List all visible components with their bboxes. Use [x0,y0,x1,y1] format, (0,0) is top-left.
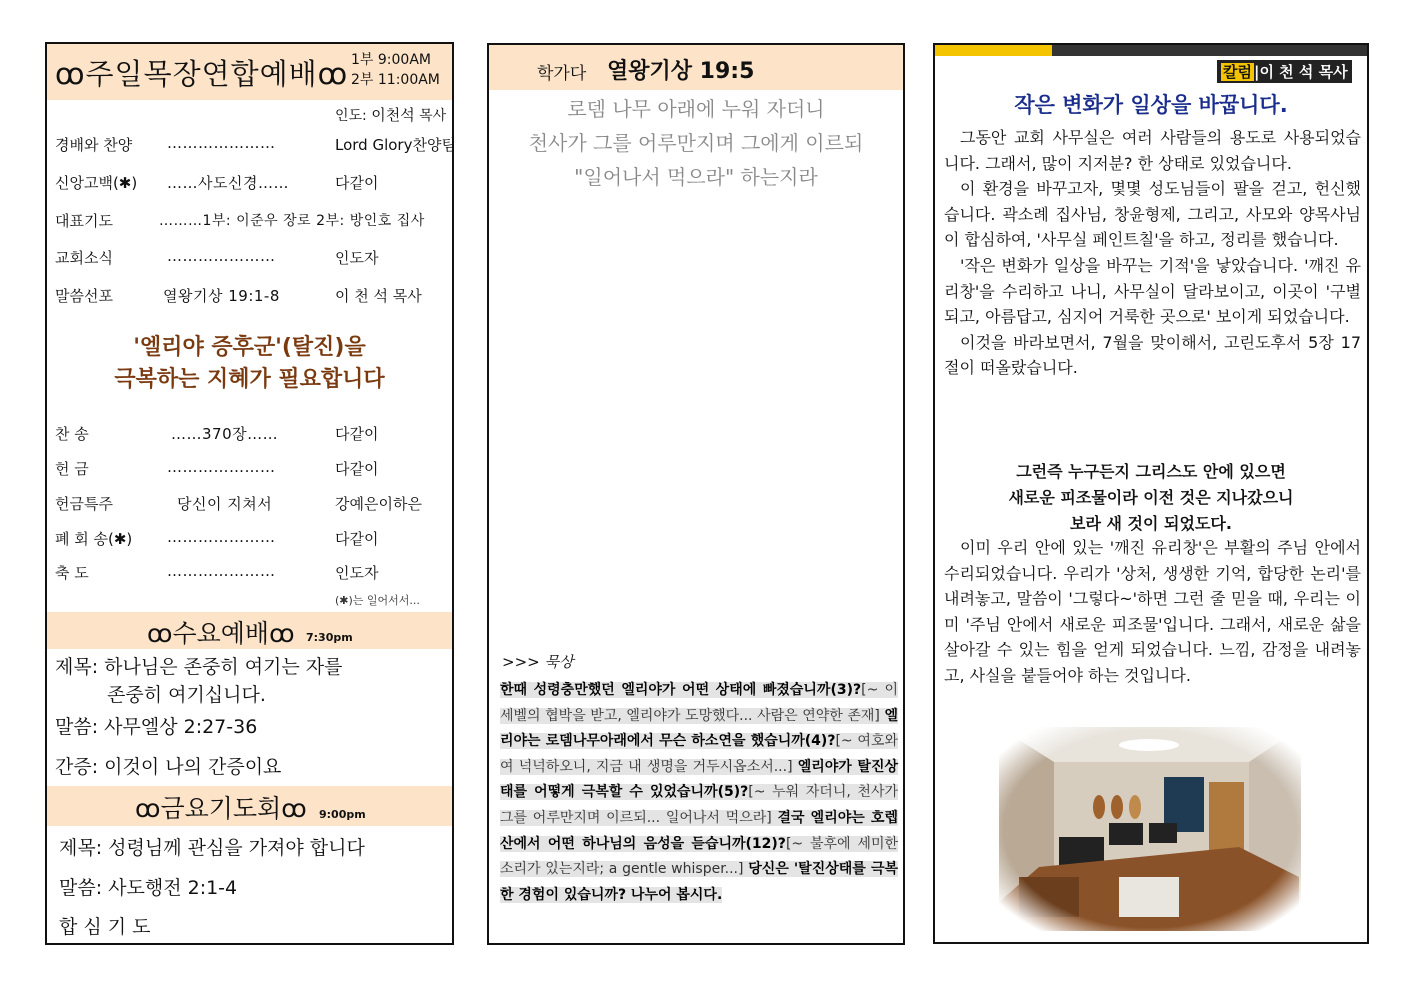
bible-quote-line: 그런즉 누구든지 그리스도 안에 있으면 [1016,462,1286,481]
scripture-header [489,45,903,90]
first-service-time: 1부 9:00AM [351,52,431,68]
order-who: 다같이 [335,174,379,192]
meditation-question: 엘리야는 로뎀나무아래에서 무슨 하소연을 했습니까(4)? [500,707,898,750]
friday-time: 9:00pm [319,808,366,821]
order-middle: ………………… [167,134,276,152]
wednesday-title: ꝏ수요예배ꝏ [147,619,295,648]
verse-line: "일어나서 먹으라" 하는지라 [574,165,818,189]
meditation-label: >>> 묵상 [502,653,574,671]
meditation-answer: [~ 여호와여 넉넉하오니, 지금 내 생명을 거두시옵소서...] [500,733,898,775]
scripture-panel [487,43,905,945]
order-label: 헌금특주 [55,495,113,513]
leader-name: 이천석 [371,106,415,124]
column-paragraph: '작은 변화가 일상을 바꾸는 기적'을 낳았습니다. '깨진 유리창'을 수리하고 나니, 사무실이 달라보이고, 이곳이 '구별되고, 아름답고, 심지어 거룩한 곳으로' 보이게 되었습니다. [944,255,1361,327]
order-who: 다같이 [335,425,379,443]
column-title: 작은 변화가 일상을 바꿉니다. [1014,93,1288,117]
column-paragraph: 이 환경을 바꾸고자, 몇몇 성도님들이 팔을 걷고, 헌신했습니다. 곽소례 집사님, 창윤형제, 그리고, 사모와 양목사님이 합심하여, '사무실 페인트칠'을 하고, 정리를 했습니다. [944,179,1361,250]
order-label: 말씀선포 [55,287,113,305]
order-middle: ………………… [167,562,276,580]
order-label: 교회소식 [55,249,113,267]
bible-quote-line: 새로운 피조물이라 이전 것은 지나갔으니 [1008,488,1294,507]
meditation-question: 당신은 '탈진상태를 극복한 경험이 있습니까? 나누어 봅시다. [500,861,898,903]
meditation-answer: [~ 불후에 세미한 소리가 있는지라; a gentle whisper...] [500,835,898,878]
order-who: 다같이 [335,530,379,548]
friday-title: ꝏ금요기도회ꝏ [135,794,307,823]
column-paragraph: 이미 우리 안에 있는 '깨진 유리창'은 부활의 주님 안에서 수리되었습니다. 우리가 '상처, 생생한 기억, 합당한 논리'를 내려놓고, 말씀이 '그렇다~'하면 그런 줄 믿을 때, 우리는 이미 '주님 안에서 새로운 피조물'입니다. 그래서, 새로운 삶을 살아갈 수 있는 힘을 얻게 되었습니다. 느낌, 감정을 내려놓고, 사실을 붙들어야 하는 것입니다. [944,538,1361,685]
service-leader [335,104,446,125]
accent-bar-dark [1052,45,1367,56]
order-middle: ………………… [167,247,276,265]
column-author: 이 천 석 목사 [1259,63,1348,81]
second-service-time: 2부 11:00AM [351,72,440,88]
sermon-title-line2: 극복하는 지혜가 필요합니다 [114,367,385,392]
column-tag: 칼럼 |이 천 석 목사 [1217,60,1352,83]
order-label: 신앙고백(✱) [55,174,138,192]
leader-role: 목사 [419,108,447,124]
order-who: 강예은이하은 [335,495,422,513]
order-label: 축 도 [55,564,89,582]
friday-subject: 제목: 성령님께 관심을 가져야 합니다 [59,837,365,859]
wednesday-testimony: 간증: 이것이 나의 간증이요 [55,756,282,778]
standing-note: (✱)는 일어서서... [335,594,420,607]
column-paragraph: 그동안 교회 사무실은 여러 사람들의 용도로 사용되었습니다. 그래서, 많이 지저분? 한 상태로 있었습니다. [944,128,1361,173]
verse-line: 천사가 그를 어루만지며 그에게 이르되 [528,131,864,155]
sermon-title-line1: '엘리야 증후군'(탈진)을 [133,335,366,360]
meditation-question: 한때 성령충만했던 엘리야가 어떤 상태에 빠졌습니까(3)? [500,682,862,698]
friday-service-header [47,786,452,826]
order-who: 인도자 [335,564,379,582]
wednesday-subject-line2: 존중히 여기십니다. [107,684,266,706]
column-body-end [944,535,1361,689]
worship-order-panel [45,42,454,945]
order-middle: ………………… [167,458,276,476]
order-who: 이 천 석 목사 [335,287,422,305]
leader-label: 인도: [335,108,367,124]
order-middle: ………………… [167,528,276,546]
sunday-service-header [47,44,452,100]
office-photo [999,727,1301,931]
meditation-question: 결국 엘리야는 호렙산에서 어떤 하나님의 음성을 듣습니까(12)? [500,809,898,852]
order-middle: ……370장…… [171,425,279,443]
service-times [351,50,440,90]
meditation-text [500,678,898,908]
wednesday-service-header [47,612,452,649]
order-who: 다같이 [335,460,379,478]
wednesday-time: 7:30pm [306,631,353,644]
sunday-service-title: ꝏ주일목장연합예배ꝏ [55,57,349,91]
order-middle: ………1부: 이준우 장로 2부: 방인호 집사 [159,213,425,229]
verse-line: 로뎀 나무 아래에 누워 자더니 [567,97,825,121]
friday-prayer: 합 심 기 도 [59,916,151,938]
order-middle: 열왕기상 19:1-8 [163,287,280,305]
order-middle: ……사도신경…… [167,174,289,192]
meditation-answer: [~ 이세벨의 협박을 받고, 엘리야가 도망했다... 사람은 연약한 존재] [500,682,899,724]
meditation-answer: [~ 누워 자더니, 천사가 그를 어루만지며 이르되... 일어나서 먹으라] [500,784,898,826]
order-label: 폐 회 송(✱) [55,530,133,548]
scripture-reference: 열왕기상 19:5 [607,59,755,84]
scripture-header-small: 학가다 [537,64,587,84]
accent-bar-yellow [935,45,1052,56]
column-body [944,125,1361,381]
column-panel [933,43,1369,944]
column-tag-label: 칼럼 [1223,63,1252,81]
order-middle: 당신이 지쳐서 [177,495,273,513]
meditation-question: 엘리야가 탈진상태를 어떻게 극복할 수 있었습니까(5)? [500,758,898,801]
bible-quote-line: 보라 새 것이 되었도다. [1070,514,1232,533]
order-label: 찬 송 [55,425,89,443]
order-who: 인도자 [335,249,379,267]
wednesday-subject-line1: 제목: 하나님은 존중히 여기는 자를 [55,656,343,678]
order-label: 경배와 찬양 [55,136,133,154]
wednesday-word: 말씀: 사무엘상 2:27-36 [55,716,258,738]
order-label: 헌 금 [55,460,89,478]
friday-word: 말씀: 사도행전 2:1-4 [59,877,238,899]
order-who: Lord Glory찬양팀 [335,136,456,154]
column-paragraph: 이것을 바라보면서, 7월을 맞이해서, 고린도후서 5장 17절이 떠올랐습니다. [944,332,1361,378]
order-label: 대표기도 [55,212,113,230]
